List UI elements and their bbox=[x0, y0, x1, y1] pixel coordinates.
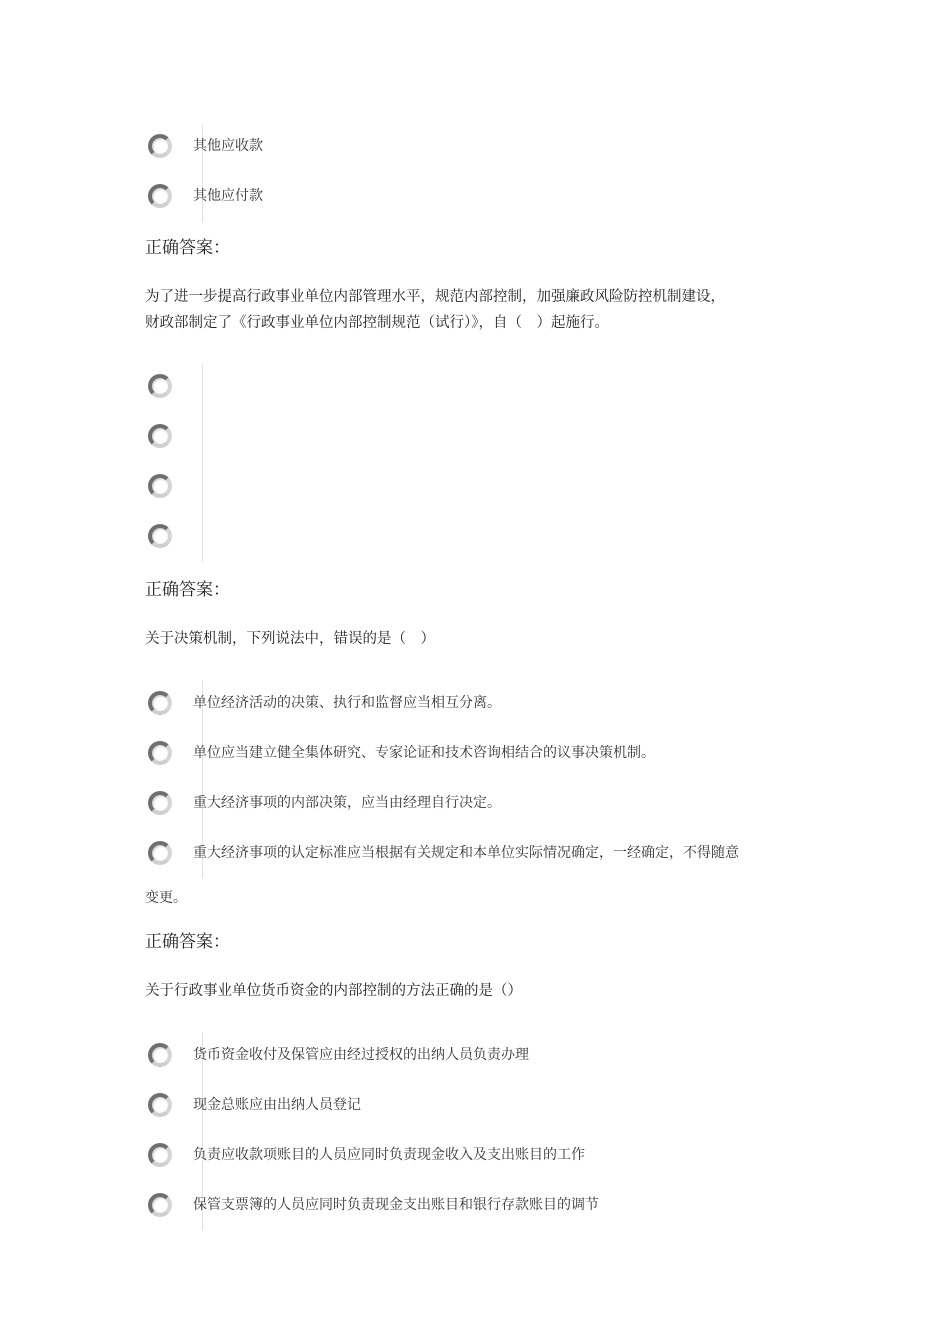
radio-button[interactable] bbox=[148, 1143, 172, 1167]
correct-answer-label: 正确答案： bbox=[145, 238, 230, 258]
radio-button[interactable] bbox=[148, 1093, 172, 1117]
correct-answer-label: 正确答案： bbox=[145, 580, 230, 600]
question-text-line: 为了进一步提高行政事业单位内部管理水平，规范内部控制，加强廉政风险防控机制建设， bbox=[145, 289, 725, 305]
option-label: 其他应付款 bbox=[193, 188, 263, 204]
radio-button[interactable] bbox=[148, 474, 172, 498]
option-label: 单位经济活动的决策、执行和监督应当相互分离。 bbox=[193, 695, 501, 711]
radio-button[interactable] bbox=[148, 841, 172, 865]
radio-button[interactable] bbox=[148, 374, 172, 398]
question-text bbox=[145, 284, 825, 336]
option-label: 现金总账应由出纳人员登记 bbox=[193, 1097, 361, 1113]
option-label: 重大经济事项的认定标准应当根据有关规定和本单位实际情况确定，一经确定，不得随意 bbox=[193, 845, 739, 861]
radio-button[interactable] bbox=[148, 184, 172, 208]
option-label: 重大经济事项的内部决策，应当由经理自行决定。 bbox=[193, 795, 501, 811]
radio-button[interactable] bbox=[148, 1193, 172, 1217]
question-text: 关于行政事业单位货币资金的内部控制的方法正确的是（） bbox=[145, 983, 522, 999]
option-label: 保管支票簿的人员应同时负责现金支出账目和银行存款账目的调节 bbox=[193, 1197, 599, 1213]
option-label: 负责应收款项账目的人员应同时负责现金收入及支出账目的工作 bbox=[193, 1147, 585, 1163]
radio-button[interactable] bbox=[148, 691, 172, 715]
radio-button[interactable] bbox=[148, 134, 172, 158]
option-label: 其他应收款 bbox=[193, 138, 263, 154]
radio-button[interactable] bbox=[148, 524, 172, 548]
radio-button[interactable] bbox=[148, 741, 172, 765]
radio-button[interactable] bbox=[148, 1043, 172, 1067]
option-label: 货币资金收付及保管应由经过授权的出纳人员负责办理 bbox=[193, 1047, 529, 1063]
question-text-line: 财政部制定了《行政事业单位内部控制规范（试行）》，自（ ）起施行。 bbox=[145, 315, 609, 331]
option-label-continuation: 变更。 bbox=[145, 890, 187, 906]
radio-button[interactable] bbox=[148, 424, 172, 448]
option-label: 单位应当建立健全集体研究、专家论证和技术咨询相结合的议事决策机制。 bbox=[193, 745, 655, 761]
radio-button[interactable] bbox=[148, 791, 172, 815]
option-divider bbox=[202, 364, 203, 562]
correct-answer-label: 正确答案： bbox=[145, 932, 230, 952]
question-text: 关于决策机制，下列说法中，错误的是（ ） bbox=[145, 631, 435, 647]
